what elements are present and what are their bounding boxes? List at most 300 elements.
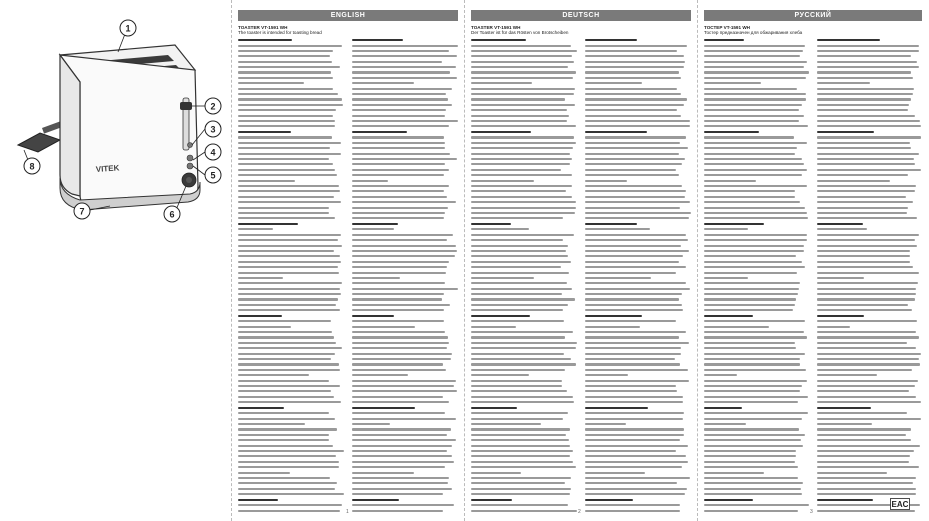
section-heading-line — [238, 407, 284, 409]
text-line — [352, 482, 448, 484]
text-line — [817, 45, 919, 47]
section-heading-line — [817, 39, 880, 41]
text-line — [704, 180, 756, 182]
text-line — [817, 385, 915, 387]
text-line — [238, 255, 340, 257]
text-line — [585, 115, 681, 117]
text-line — [238, 304, 336, 306]
column-header-english: ENGLISH — [238, 10, 458, 21]
text-line — [817, 445, 920, 447]
text-line — [238, 234, 341, 236]
callout-8 — [24, 158, 40, 174]
text-line — [352, 331, 445, 333]
text-line — [817, 217, 917, 219]
text-line — [352, 390, 457, 392]
defrost-button — [187, 163, 193, 169]
text-line — [471, 326, 516, 328]
text-line — [238, 510, 340, 512]
text-line — [585, 212, 691, 214]
text-line — [238, 369, 340, 371]
section-heading-line — [585, 131, 647, 133]
text-line — [352, 282, 445, 284]
text-line — [471, 207, 576, 209]
svg-text:3: 3 — [210, 124, 216, 135]
text-line — [471, 104, 575, 106]
text-line — [585, 342, 689, 344]
cancel-button-illus — [188, 143, 193, 148]
text-line — [471, 201, 576, 203]
text-line — [704, 163, 804, 165]
text-line — [704, 336, 807, 338]
text-line — [238, 331, 332, 333]
text-line — [238, 104, 343, 106]
text-line — [704, 50, 803, 52]
text-line — [817, 482, 913, 484]
text-line — [704, 369, 806, 371]
text-line — [238, 396, 334, 398]
text-line — [817, 493, 916, 495]
section-heading-line — [704, 223, 764, 225]
text-line — [817, 245, 917, 247]
text-line — [817, 390, 909, 392]
crumb-tray — [18, 133, 60, 152]
text-line — [238, 309, 340, 311]
text-line — [238, 363, 339, 365]
section-heading-line — [817, 407, 871, 409]
text-line — [471, 45, 571, 47]
text-line — [238, 169, 335, 171]
text-line — [471, 93, 574, 95]
text-line — [704, 158, 802, 160]
text-line — [471, 136, 574, 138]
text-line — [471, 336, 565, 338]
page-number-2: 2 — [578, 509, 581, 515]
text-line — [238, 190, 340, 192]
page-number-1: 1 — [346, 509, 349, 515]
text-line — [238, 153, 341, 155]
text-line — [238, 353, 335, 355]
text-line — [471, 445, 570, 447]
text-line — [817, 147, 911, 149]
text-line — [704, 482, 803, 484]
text-line — [585, 510, 680, 512]
callout-3 — [205, 121, 221, 137]
text-line — [352, 434, 447, 436]
text-line — [585, 385, 676, 387]
text-line — [817, 282, 918, 284]
text-line — [704, 309, 793, 311]
text-line — [238, 180, 295, 182]
page-number-3: 3 — [810, 509, 813, 515]
text-line — [585, 153, 679, 155]
text-line — [471, 493, 570, 495]
text-line — [238, 71, 331, 73]
text-line — [704, 120, 799, 122]
text-line — [585, 136, 686, 138]
section-heading-line — [704, 315, 753, 317]
text-line — [238, 207, 329, 209]
text-line — [585, 320, 676, 322]
text-line — [704, 93, 806, 95]
text-line — [471, 169, 561, 171]
text-line — [471, 261, 571, 263]
text-line — [817, 185, 916, 187]
text-line — [238, 504, 342, 506]
text-line — [238, 196, 334, 198]
text-line — [585, 45, 687, 47]
text-line — [352, 71, 450, 73]
section-heading-line — [352, 39, 403, 41]
text-line — [585, 266, 686, 268]
text-line — [352, 125, 449, 127]
text-line — [238, 125, 335, 127]
text-line — [704, 190, 795, 192]
text-line — [238, 266, 338, 268]
section-heading-line — [471, 315, 530, 317]
text-line — [817, 142, 910, 144]
text-line — [585, 374, 628, 376]
text-line — [585, 109, 677, 111]
text-line — [585, 493, 685, 495]
text-line — [585, 93, 681, 95]
text-line — [704, 445, 803, 447]
text-line — [585, 185, 682, 187]
text-line — [585, 77, 681, 79]
text-line — [471, 234, 574, 236]
section-heading-line — [471, 499, 512, 501]
text-line — [585, 450, 676, 452]
text-line — [238, 455, 336, 457]
text-line — [704, 88, 797, 90]
text-line — [585, 390, 677, 392]
text-line — [352, 380, 456, 382]
text-line — [238, 66, 340, 68]
text-line — [471, 88, 575, 90]
text-line — [585, 71, 679, 73]
text-line — [704, 212, 807, 214]
column-russian — [704, 10, 922, 515]
text-line — [471, 185, 572, 187]
text-line — [585, 455, 686, 457]
text-line — [352, 510, 443, 512]
text-line — [817, 320, 917, 322]
text-line — [704, 461, 795, 463]
text-line — [471, 71, 576, 73]
text-line — [238, 55, 330, 57]
text-line — [238, 82, 304, 84]
text-line — [585, 207, 680, 209]
text-line — [704, 66, 804, 68]
text-line — [817, 174, 908, 176]
text-line — [352, 466, 445, 468]
text-line — [238, 163, 333, 165]
text-line — [817, 98, 911, 100]
text-line — [704, 153, 795, 155]
text-line — [704, 45, 805, 47]
section-heading-line — [704, 407, 742, 409]
text-line — [817, 418, 921, 420]
text-line — [817, 125, 921, 127]
text-line — [585, 125, 690, 127]
text-line — [238, 272, 339, 274]
svg-text:EAC: EAC — [891, 500, 909, 509]
text-line — [238, 477, 330, 479]
text-line — [352, 304, 450, 306]
text-line — [352, 336, 448, 338]
text-line — [817, 336, 919, 338]
text-line — [817, 466, 919, 468]
text-line — [352, 115, 445, 117]
text-line — [704, 428, 799, 430]
text-line — [471, 196, 572, 198]
section-heading-line — [471, 39, 526, 41]
text-line — [471, 255, 568, 257]
text-line — [585, 88, 677, 90]
text-line — [471, 331, 573, 333]
text-line — [817, 347, 916, 349]
text-line — [238, 298, 338, 300]
text-line — [585, 250, 689, 252]
text-line — [238, 347, 342, 349]
column-english — [238, 10, 458, 515]
column-subtitle-russian: ТОСТЕР VT-1591 WH Тостер предназначен для обжаривания хлеба — [704, 25, 803, 36]
section-heading-line — [238, 39, 292, 41]
text-line — [471, 418, 563, 420]
text-line — [585, 104, 684, 106]
text-line — [817, 309, 912, 311]
text-line — [585, 396, 683, 398]
text-line — [352, 255, 455, 257]
fold-line-2 — [464, 0, 465, 521]
text-block-english — [238, 39, 458, 515]
text-line — [352, 109, 446, 111]
text-line — [352, 234, 453, 236]
text-line — [471, 217, 563, 219]
text-line — [704, 185, 807, 187]
section-heading-line — [585, 407, 648, 409]
text-line — [238, 261, 341, 263]
text-line — [352, 272, 446, 274]
text-line — [704, 380, 807, 382]
section-heading-line — [352, 131, 407, 133]
text-line — [817, 288, 916, 290]
text-line — [238, 412, 329, 414]
svg-text:6: 6 — [169, 209, 175, 220]
text-block-russian — [704, 39, 922, 515]
text-line — [352, 217, 444, 219]
text-line — [585, 180, 627, 182]
text-line — [585, 82, 642, 84]
text-line — [585, 369, 688, 371]
text-line — [585, 234, 686, 236]
text-line — [238, 93, 338, 95]
text-line — [352, 201, 456, 203]
text-line — [585, 482, 677, 484]
text-line — [471, 109, 567, 111]
text-line — [238, 77, 333, 79]
text-line — [585, 228, 650, 230]
text-line — [704, 477, 798, 479]
eac-mark — [890, 498, 910, 510]
text-line — [585, 61, 685, 63]
text-line — [817, 342, 907, 344]
text-line — [352, 239, 447, 241]
text-line — [585, 445, 688, 447]
text-line — [585, 336, 679, 338]
text-line — [817, 93, 913, 95]
text-line — [704, 250, 804, 252]
text-line — [352, 369, 446, 371]
text-line — [817, 261, 910, 263]
text-line — [585, 353, 681, 355]
section-heading-line — [704, 39, 744, 41]
text-line — [238, 439, 329, 441]
text-line — [352, 298, 442, 300]
text-line — [238, 390, 331, 392]
text-line — [471, 298, 575, 300]
text-line — [238, 88, 333, 90]
text-line — [471, 266, 561, 268]
text-line — [704, 234, 807, 236]
text-line — [238, 147, 330, 149]
text-line — [238, 385, 340, 387]
text-line — [352, 180, 388, 182]
text-line — [817, 304, 908, 306]
text-line — [704, 439, 801, 441]
text-line — [471, 282, 567, 284]
svg-text:2: 2 — [210, 101, 216, 112]
callout-4 — [205, 144, 221, 160]
text-line — [585, 304, 682, 306]
text-line — [585, 428, 684, 430]
text-subcolumn — [704, 39, 809, 515]
text-line — [471, 363, 576, 365]
toaster-front — [60, 55, 198, 206]
text-line — [585, 401, 683, 403]
section-heading-line — [352, 315, 394, 317]
text-line — [704, 266, 805, 268]
text-line — [704, 450, 796, 452]
text-line — [585, 217, 689, 219]
callout-2 — [205, 98, 221, 114]
text-line — [704, 455, 796, 457]
text-line — [704, 125, 808, 127]
text-line — [585, 363, 680, 365]
text-line — [471, 66, 568, 68]
text-line — [817, 353, 921, 355]
text-line — [585, 488, 687, 490]
text-line — [471, 477, 571, 479]
text-line — [817, 477, 916, 479]
text-line — [704, 504, 809, 506]
section-heading-line — [585, 499, 633, 501]
text-line — [817, 239, 915, 241]
text-line — [471, 390, 567, 392]
text-line — [238, 493, 344, 495]
text-line — [471, 358, 571, 360]
section-heading-line — [704, 499, 753, 501]
text-line — [585, 196, 685, 198]
text-line — [585, 466, 682, 468]
text-line — [238, 445, 333, 447]
text-line — [704, 272, 797, 274]
text-line — [471, 142, 576, 144]
text-line — [352, 320, 444, 322]
text-line — [352, 158, 457, 160]
section-heading-line — [817, 223, 863, 225]
text-line — [704, 353, 805, 355]
text-line — [238, 136, 332, 138]
text-line — [704, 304, 795, 306]
text-line — [704, 55, 800, 57]
text-line — [352, 163, 445, 165]
text-line — [238, 50, 333, 52]
callout-6 — [164, 206, 180, 222]
text-line — [817, 82, 870, 84]
text-line — [352, 185, 449, 187]
text-line — [471, 277, 534, 279]
text-line — [352, 493, 443, 495]
text-line — [352, 228, 394, 230]
text-line — [352, 385, 454, 387]
text-line — [238, 115, 333, 117]
text-line — [585, 98, 687, 100]
text-line — [817, 50, 919, 52]
text-line — [471, 288, 572, 290]
text-line — [238, 109, 336, 111]
text-line — [704, 493, 802, 495]
text-line — [704, 358, 800, 360]
text-line — [704, 320, 805, 322]
text-line — [352, 374, 408, 376]
text-line — [471, 239, 563, 241]
text-line — [471, 347, 576, 349]
text-line — [817, 207, 908, 209]
text-line — [471, 50, 577, 52]
text-line — [817, 234, 919, 236]
text-line — [585, 201, 690, 203]
text-line — [471, 250, 566, 252]
text-line — [585, 50, 677, 52]
text-line — [238, 277, 283, 279]
text-line — [471, 472, 521, 474]
text-line — [471, 510, 577, 512]
text-line — [238, 228, 273, 230]
text-line — [352, 347, 447, 349]
text-line — [585, 277, 651, 279]
text-line — [352, 261, 449, 263]
text-line — [352, 45, 458, 47]
text-line — [704, 147, 797, 149]
text-line — [585, 158, 685, 160]
column-subtitle-deutsch: TOASTER VT-1591 WH Der Toaster ist für das Rösten von Brotscheiben — [471, 25, 569, 36]
text-line — [238, 428, 337, 430]
text-line — [471, 466, 576, 468]
text-line — [352, 190, 444, 192]
text-line — [704, 136, 794, 138]
text-line — [471, 353, 564, 355]
text-line — [817, 109, 908, 111]
text-line — [704, 228, 748, 230]
text-line — [585, 174, 679, 176]
text-line — [585, 309, 683, 311]
text-line — [238, 239, 338, 241]
text-line — [704, 217, 808, 219]
text-line — [817, 434, 906, 436]
text-line — [471, 374, 529, 376]
text-line — [585, 504, 680, 506]
text-line — [704, 412, 808, 414]
